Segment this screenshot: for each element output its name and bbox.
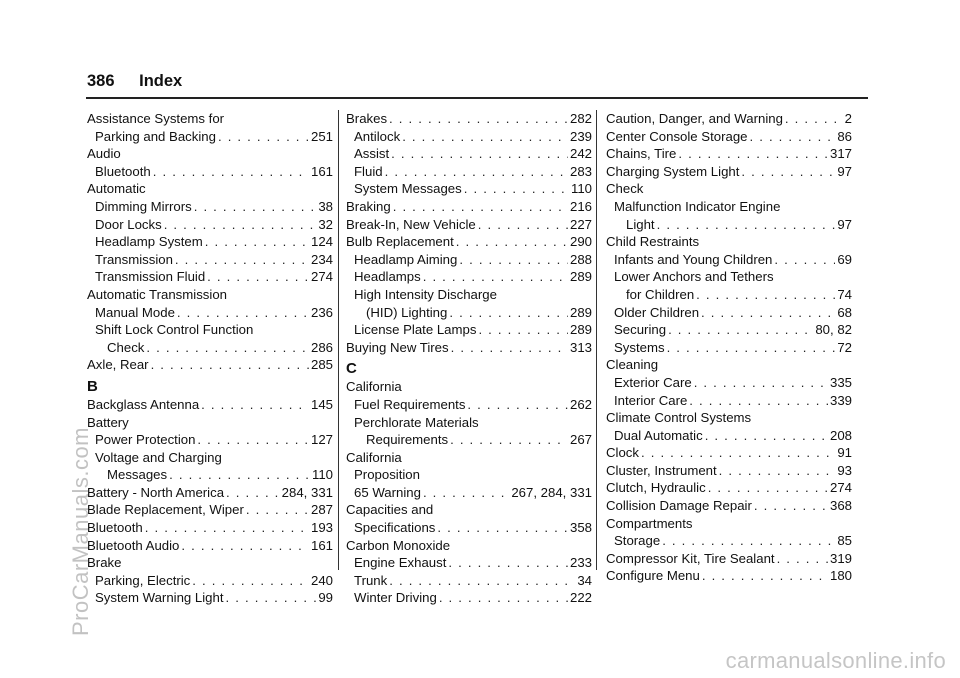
index-entry bbox=[606, 321, 852, 339]
index-entry bbox=[606, 339, 852, 357]
index-entry bbox=[87, 321, 333, 339]
index-entry bbox=[87, 163, 333, 181]
dot-leader bbox=[226, 589, 317, 607]
index-entry bbox=[346, 216, 592, 234]
index-entry bbox=[346, 431, 592, 449]
page-reference: 69 bbox=[837, 251, 852, 267]
dot-leader bbox=[197, 431, 309, 449]
dot-leader bbox=[205, 233, 309, 251]
watermark-bottom: carmanualsonline.info bbox=[725, 648, 946, 673]
page-reference: 242 bbox=[569, 146, 592, 162]
index-term: Blade Replacement, Wiper bbox=[87, 502, 244, 518]
dot-leader bbox=[749, 128, 835, 146]
index-column-2 bbox=[346, 110, 592, 607]
page-reference: 313 bbox=[569, 339, 592, 355]
index-term: Bluetooth bbox=[95, 163, 151, 179]
page-reference: 287 bbox=[310, 502, 333, 518]
dot-leader bbox=[785, 110, 843, 128]
index-term: Bluetooth bbox=[87, 520, 143, 536]
index-entry bbox=[606, 286, 852, 304]
dot-leader bbox=[385, 163, 568, 181]
page-reference: 99 bbox=[318, 590, 333, 606]
page-reference: 32 bbox=[318, 216, 333, 232]
dot-leader bbox=[478, 216, 568, 234]
index-entry bbox=[606, 392, 852, 410]
index-entry bbox=[87, 233, 333, 251]
page-reference: 288 bbox=[569, 251, 592, 267]
index-term: Clutch, Hydraulic bbox=[606, 480, 706, 496]
dot-leader bbox=[423, 268, 568, 286]
index-term: Storage bbox=[614, 533, 661, 549]
index-term: Dimming Mirrors bbox=[95, 198, 192, 214]
index-entry bbox=[87, 304, 333, 322]
index-term: Headlamps bbox=[354, 269, 421, 285]
page-reference: 86 bbox=[837, 128, 852, 144]
page-reference: 74 bbox=[837, 286, 852, 302]
dot-leader bbox=[201, 396, 309, 414]
dot-leader bbox=[389, 110, 568, 128]
page-reference: 358 bbox=[569, 520, 592, 536]
dot-leader bbox=[777, 550, 828, 568]
index-entry bbox=[87, 180, 333, 198]
index-term: Brake bbox=[87, 555, 122, 571]
index-term: Antilock bbox=[354, 128, 401, 144]
index-entry bbox=[346, 145, 592, 163]
index-term: Shift Lock Control Function bbox=[95, 322, 254, 338]
page-reference: 80, 82 bbox=[815, 322, 852, 338]
index-entry bbox=[606, 444, 852, 462]
index-term: Caution, Danger, and Warning bbox=[606, 111, 783, 126]
index-entry bbox=[346, 554, 592, 572]
index-term: Transmission Fluid bbox=[95, 269, 206, 285]
dot-leader bbox=[694, 374, 828, 392]
index-term: Parking and Backing bbox=[95, 128, 216, 144]
dot-leader bbox=[719, 462, 836, 480]
index-entry bbox=[87, 216, 333, 234]
dot-leader bbox=[478, 321, 568, 339]
index-term: Backglass Antenna bbox=[87, 396, 200, 412]
dot-leader bbox=[175, 251, 309, 269]
index-entry bbox=[346, 128, 592, 146]
index-entry bbox=[346, 110, 592, 128]
index-entry bbox=[87, 286, 333, 304]
index-term: Axle, Rear bbox=[87, 357, 149, 373]
index-entry bbox=[606, 550, 852, 568]
index-entry bbox=[606, 251, 852, 269]
index-entry bbox=[606, 462, 852, 480]
index-term: Specifications bbox=[354, 520, 436, 536]
index-term: Power Protection bbox=[95, 432, 196, 448]
index-term: Lower Anchors and Tethers bbox=[614, 269, 774, 285]
page-reference: 97 bbox=[837, 216, 852, 232]
page-reference: 2 bbox=[844, 111, 852, 126]
dot-leader bbox=[391, 145, 568, 163]
index-entry bbox=[346, 589, 592, 607]
dot-leader bbox=[702, 567, 828, 585]
page-reference: 110 bbox=[311, 467, 333, 483]
dot-leader bbox=[701, 304, 835, 322]
index-entry bbox=[606, 304, 852, 322]
index-term: Clock bbox=[606, 445, 639, 461]
index-entry bbox=[87, 519, 333, 537]
index-term: Exterior Care bbox=[614, 374, 692, 390]
page-reference: 283 bbox=[569, 163, 592, 179]
index-entry bbox=[346, 233, 592, 251]
index-term: Trunk bbox=[354, 572, 388, 588]
index-term: Malfunction Indicator Engine bbox=[614, 198, 781, 214]
column-divider bbox=[596, 110, 597, 570]
page-reference: 145 bbox=[310, 396, 333, 412]
index-term: Compressor Kit, Tire Sealant bbox=[606, 550, 775, 566]
page-reference: 227 bbox=[569, 216, 592, 232]
page-reference: 262 bbox=[569, 396, 592, 412]
index-term: California bbox=[346, 449, 402, 465]
dot-leader bbox=[439, 589, 568, 607]
index-entry bbox=[346, 286, 592, 304]
index-entry bbox=[87, 431, 333, 449]
index-entry bbox=[346, 304, 592, 322]
index-entry bbox=[87, 484, 333, 502]
index-entry bbox=[346, 449, 592, 467]
index-term: Fuel Requirements bbox=[354, 396, 466, 412]
dot-leader bbox=[449, 304, 568, 322]
dot-leader bbox=[668, 321, 813, 339]
page-reference: 161 bbox=[310, 163, 333, 179]
dot-leader bbox=[402, 128, 568, 146]
dot-leader bbox=[657, 216, 836, 234]
index-term: Perchlorate Materials bbox=[354, 414, 479, 430]
dot-leader bbox=[218, 128, 309, 146]
index-column-3 bbox=[606, 110, 852, 585]
page-reference: 85 bbox=[837, 533, 852, 549]
index-term: Automatic Transmission bbox=[87, 286, 227, 302]
index-entry bbox=[606, 110, 852, 128]
page-reference: 222 bbox=[569, 590, 592, 606]
page-reference: 274 bbox=[829, 480, 852, 496]
index-term: Securing bbox=[614, 322, 667, 338]
dot-leader bbox=[153, 163, 309, 181]
page-reference: 34 bbox=[577, 572, 592, 588]
page-reference: 284, 331 bbox=[281, 484, 333, 500]
index-term: Battery - North America bbox=[87, 484, 225, 500]
index-entry bbox=[606, 163, 852, 181]
page-reference: 335 bbox=[829, 374, 852, 390]
page-reference: 240 bbox=[310, 572, 333, 588]
page-reference: 282 bbox=[569, 111, 592, 126]
page-reference: 239 bbox=[569, 128, 592, 144]
page-reference: 267 bbox=[569, 432, 592, 448]
dot-leader bbox=[696, 286, 835, 304]
header-rule bbox=[86, 97, 868, 99]
index-term: License Plate Lamps bbox=[354, 322, 477, 338]
page-reference: 236 bbox=[310, 304, 333, 320]
index-term: System Messages bbox=[354, 181, 462, 197]
page-reference: 208 bbox=[829, 427, 852, 443]
index-term: (HID) Lighting bbox=[366, 304, 448, 320]
column-divider bbox=[338, 110, 339, 570]
dot-leader bbox=[451, 339, 568, 357]
page-reference: 233 bbox=[569, 555, 592, 571]
index-entry bbox=[606, 180, 852, 198]
index-term: Requirements bbox=[366, 432, 449, 448]
dot-leader bbox=[423, 484, 509, 502]
index-term: Capacities and bbox=[346, 502, 434, 518]
index-term: Break-In, New Vehicle bbox=[346, 216, 476, 232]
index-term: Light bbox=[626, 216, 655, 232]
index-entry bbox=[346, 501, 592, 519]
index-entry bbox=[606, 567, 852, 585]
index-entry bbox=[346, 321, 592, 339]
dot-leader bbox=[181, 537, 309, 555]
section-letter: B bbox=[87, 377, 98, 395]
dot-leader bbox=[741, 163, 835, 181]
dot-leader bbox=[164, 216, 317, 234]
index-term: California bbox=[346, 379, 402, 395]
page-reference: 124 bbox=[310, 234, 333, 250]
index-entry bbox=[346, 268, 592, 286]
index-term: Check bbox=[606, 181, 644, 197]
index-entry bbox=[87, 251, 333, 269]
dot-leader bbox=[194, 198, 317, 216]
index-entry bbox=[346, 198, 592, 216]
dot-leader bbox=[246, 501, 309, 519]
dot-leader bbox=[641, 444, 835, 462]
index-entry bbox=[87, 466, 333, 484]
page-reference: 319 bbox=[829, 550, 852, 566]
index-term: Buying New Tires bbox=[346, 339, 449, 355]
index-term: Messages bbox=[107, 467, 168, 483]
index-entry bbox=[606, 409, 852, 427]
dot-leader bbox=[708, 479, 828, 497]
dot-leader bbox=[464, 180, 569, 198]
index-entry bbox=[606, 515, 852, 533]
index-entry bbox=[346, 484, 592, 502]
index-entry bbox=[346, 251, 592, 269]
page-reference: 110 bbox=[570, 181, 592, 197]
page-reference: 368 bbox=[829, 498, 852, 514]
index-term: Configure Menu bbox=[606, 568, 700, 584]
dot-leader bbox=[774, 251, 835, 269]
index-entry bbox=[346, 519, 592, 537]
index-term: Automatic bbox=[87, 181, 146, 197]
dot-leader bbox=[456, 233, 568, 251]
index-entry bbox=[87, 198, 333, 216]
section-letter: C bbox=[346, 360, 357, 378]
page-reference: 93 bbox=[837, 462, 852, 478]
index-term: for Children bbox=[626, 286, 695, 302]
dot-leader bbox=[389, 572, 575, 590]
index-term: Dual Automatic bbox=[614, 427, 703, 443]
page-reference: 193 bbox=[310, 520, 333, 536]
dot-leader bbox=[226, 484, 280, 502]
dot-leader bbox=[678, 145, 828, 163]
index-entry bbox=[606, 128, 852, 146]
index-entry bbox=[346, 396, 592, 414]
index-entry bbox=[346, 572, 592, 590]
index-entry bbox=[87, 589, 333, 607]
index-entry bbox=[87, 356, 333, 374]
dot-leader bbox=[151, 356, 309, 374]
index-term: Battery bbox=[87, 414, 129, 430]
index-entry bbox=[87, 339, 333, 357]
index-term: Child Restraints bbox=[606, 234, 700, 250]
dot-leader bbox=[393, 198, 568, 216]
index-term: System Warning Light bbox=[95, 590, 224, 606]
index-term: Fluid bbox=[354, 163, 383, 179]
index-term: Headlamp Aiming bbox=[354, 251, 458, 267]
page-reference: 289 bbox=[569, 322, 592, 338]
index-entry bbox=[87, 449, 333, 467]
index-term: Compartments bbox=[606, 515, 693, 531]
index-entry bbox=[606, 268, 852, 286]
page-reference: 339 bbox=[829, 392, 852, 408]
index-term: Manual Mode bbox=[95, 304, 175, 320]
index-term: Collision Damage Repair bbox=[606, 498, 752, 514]
dot-leader bbox=[177, 304, 309, 322]
index-term: Charging System Light bbox=[606, 163, 740, 179]
index-term: Interior Care bbox=[614, 392, 688, 408]
dot-leader bbox=[448, 554, 568, 572]
index-term: Chains, Tire bbox=[606, 146, 677, 162]
index-entry bbox=[606, 233, 852, 251]
index-term: Voltage and Charging bbox=[95, 449, 222, 465]
index-entry bbox=[87, 501, 333, 519]
index-term: Check bbox=[107, 339, 145, 355]
index-entry bbox=[87, 537, 333, 555]
page-reference: 91 bbox=[837, 445, 852, 461]
page-reference: 161 bbox=[310, 537, 333, 553]
page-reference: 274 bbox=[310, 269, 333, 285]
index-entry bbox=[346, 537, 592, 555]
index-term: Proposition bbox=[354, 467, 420, 483]
index-entry bbox=[346, 414, 592, 432]
index-term: Carbon Monoxide bbox=[346, 537, 451, 553]
index-entry bbox=[606, 427, 852, 445]
page-reference: 267, 284, 331 bbox=[511, 484, 592, 500]
index-term: Center Console Storage bbox=[606, 128, 748, 144]
page-reference: 72 bbox=[837, 339, 852, 355]
page-reference: 234 bbox=[310, 251, 333, 267]
index-entry bbox=[346, 378, 592, 396]
index-term: Systems bbox=[614, 339, 665, 355]
dot-leader bbox=[467, 396, 568, 414]
dot-leader bbox=[705, 427, 828, 445]
dot-leader bbox=[146, 339, 309, 357]
page-reference: 285 bbox=[310, 357, 333, 373]
watermark-side: ProCarManuals.com bbox=[68, 426, 93, 636]
page-reference: 68 bbox=[837, 304, 852, 320]
page-header bbox=[87, 72, 182, 91]
index-term: High Intensity Discharge bbox=[354, 286, 497, 302]
index-term: Assistance Systems for bbox=[87, 111, 225, 126]
index-entry bbox=[346, 339, 592, 357]
index-entry bbox=[87, 396, 333, 414]
index-term: Engine Exhaust bbox=[354, 555, 447, 571]
index-term: Headlamp System bbox=[95, 234, 203, 250]
index-entry bbox=[606, 198, 852, 216]
page-reference: 180 bbox=[829, 568, 852, 584]
index-term: Infants and Young Children bbox=[614, 251, 773, 267]
dot-leader bbox=[689, 392, 828, 410]
index-entry bbox=[87, 110, 333, 128]
index-term: Cluster, Instrument bbox=[606, 462, 717, 478]
index-entry bbox=[606, 216, 852, 234]
index-entry bbox=[87, 145, 333, 163]
dot-leader bbox=[437, 519, 568, 537]
page-reference: 286 bbox=[310, 339, 333, 355]
index-term: Parking, Electric bbox=[95, 572, 191, 588]
dot-leader bbox=[662, 532, 835, 550]
page-reference: 290 bbox=[569, 234, 592, 250]
page-reference: 38 bbox=[318, 198, 333, 214]
index-term: Assist bbox=[354, 146, 390, 162]
page-number: 386 bbox=[87, 72, 115, 90]
index-term: Bluetooth Audio bbox=[87, 537, 180, 553]
index-term: Bulb Replacement bbox=[346, 234, 454, 250]
dot-leader bbox=[450, 431, 568, 449]
dot-leader bbox=[459, 251, 568, 269]
index-term: Cleaning bbox=[606, 357, 659, 373]
index-entry bbox=[606, 145, 852, 163]
index-entry bbox=[346, 180, 592, 198]
dot-leader bbox=[754, 497, 828, 515]
index-entry bbox=[346, 466, 592, 484]
dot-leader bbox=[207, 268, 309, 286]
index-term: Older Children bbox=[614, 304, 700, 320]
index-entry bbox=[87, 554, 333, 572]
index-term: Braking bbox=[346, 198, 391, 214]
dot-leader bbox=[667, 339, 836, 357]
page-title: Index bbox=[139, 72, 183, 90]
index-term: Winter Driving bbox=[354, 590, 437, 606]
page-reference: 289 bbox=[569, 304, 592, 320]
page-reference: 317 bbox=[829, 146, 852, 162]
page-reference: 289 bbox=[569, 269, 592, 285]
dot-leader bbox=[169, 466, 310, 484]
index-entry bbox=[87, 572, 333, 590]
page-reference: 251 bbox=[310, 128, 333, 144]
page-reference: 216 bbox=[569, 198, 592, 214]
dot-leader bbox=[192, 572, 309, 590]
index-term: Door Locks bbox=[95, 216, 162, 232]
page-reference: 97 bbox=[837, 163, 852, 179]
index-term: Audio bbox=[87, 146, 121, 162]
index-term: Brakes bbox=[346, 111, 388, 126]
index-term: 65 Warning bbox=[354, 484, 421, 500]
index-entry bbox=[606, 532, 852, 550]
index-entry bbox=[606, 374, 852, 392]
index-entry bbox=[87, 268, 333, 286]
index-column-1 bbox=[87, 110, 333, 607]
index-entry bbox=[606, 497, 852, 515]
dot-leader bbox=[145, 519, 309, 537]
index-term: Climate Control Systems bbox=[606, 410, 752, 426]
index-entry bbox=[87, 128, 333, 146]
index-entry bbox=[87, 414, 333, 432]
index-term: Transmission bbox=[95, 251, 173, 267]
page-reference: 127 bbox=[310, 432, 333, 448]
index-entry bbox=[606, 479, 852, 497]
index-entry bbox=[606, 356, 852, 374]
index-entry bbox=[346, 163, 592, 181]
